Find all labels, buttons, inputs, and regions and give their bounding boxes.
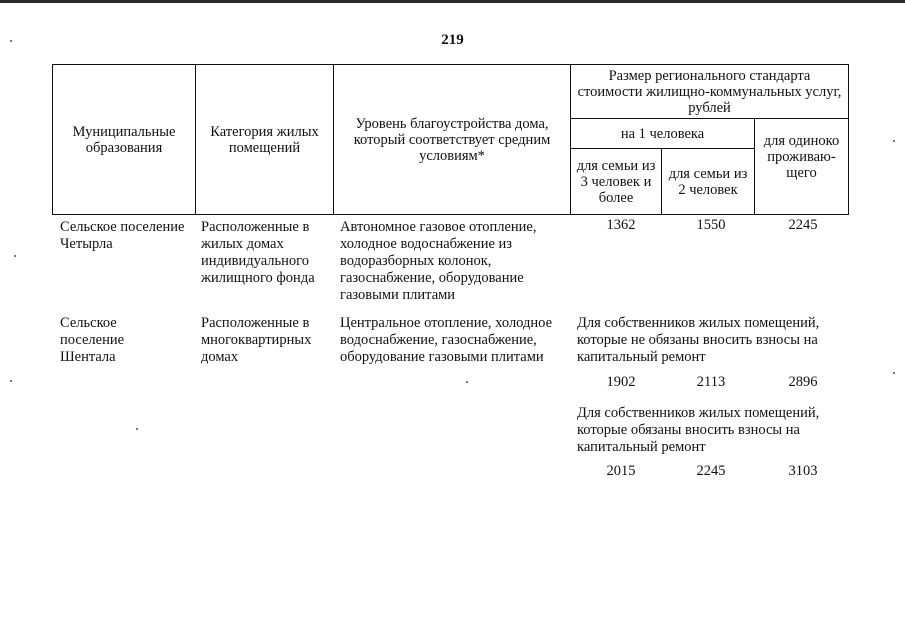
table-header	[52, 64, 849, 215]
header-family3: для семьи из 3 человек и более	[571, 149, 662, 215]
row2-value2-family2: 2245	[696, 463, 726, 479]
scan-speck	[893, 372, 895, 374]
header-single: для одиноко проживаю-щего	[755, 119, 849, 215]
row1-value-single: 2245	[788, 217, 818, 233]
row1-category: Расположенные в жилых домах индивидуального жилищного фонда	[201, 219, 315, 286]
row1-value-family2: 1550	[696, 217, 726, 233]
row2-value1-family2: 2113	[696, 374, 726, 390]
row2-value1-single: 2896	[788, 374, 818, 390]
scan-speck	[466, 381, 468, 383]
scan-speck	[893, 140, 895, 142]
row2-category: Расположенные в многоквартирных домах	[201, 315, 312, 365]
scan-speck	[136, 428, 138, 430]
row2-note-not-obliged: Для собственников жилых помещений, которые не обязаны вносить взносы на капитальный ремонт	[577, 315, 820, 365]
scan-top-border	[0, 0, 905, 3]
row2-note-obliged: Для собственников жилых помещений, которые обязаны вносить взносы на капитальный ремонт	[577, 405, 820, 455]
header-size: Размер регионального стандарта стоимости жилищно-коммунальных услуг, рублей	[571, 65, 849, 119]
header-per-person: на 1 человека	[571, 119, 755, 149]
page-number: 219	[441, 32, 464, 48]
header-family2: для семьи из 2 человек	[662, 149, 755, 215]
scan-speck	[14, 255, 16, 257]
header-level: Уровень благоустройства дома, который соответствует средним условиям*	[334, 65, 571, 215]
row2-municipality: Сельское поселение Шентала	[60, 315, 125, 365]
row2-value2-family3: 2015	[606, 463, 636, 479]
row1-level: Автономное газовое отопление, холодное водоснабжение из водоразборных колонок, газоснабжение, оборудование газовыми плитами	[340, 219, 537, 303]
row2-level: Центральное отопление, холодное водоснабжение, газоснабжение, оборудование газовыми плитами	[340, 315, 553, 365]
row2-value1-family3: 1902	[606, 374, 636, 390]
row2-value2-single: 3103	[788, 463, 818, 479]
row1-value-family3: 1362	[606, 217, 636, 233]
scan-speck	[10, 380, 12, 382]
header-category: Категория жилых помещений	[196, 65, 334, 215]
row1-municipality: Сельское поселение Четырла	[60, 219, 185, 252]
header-municipality: Муниципальные образования	[53, 65, 196, 215]
